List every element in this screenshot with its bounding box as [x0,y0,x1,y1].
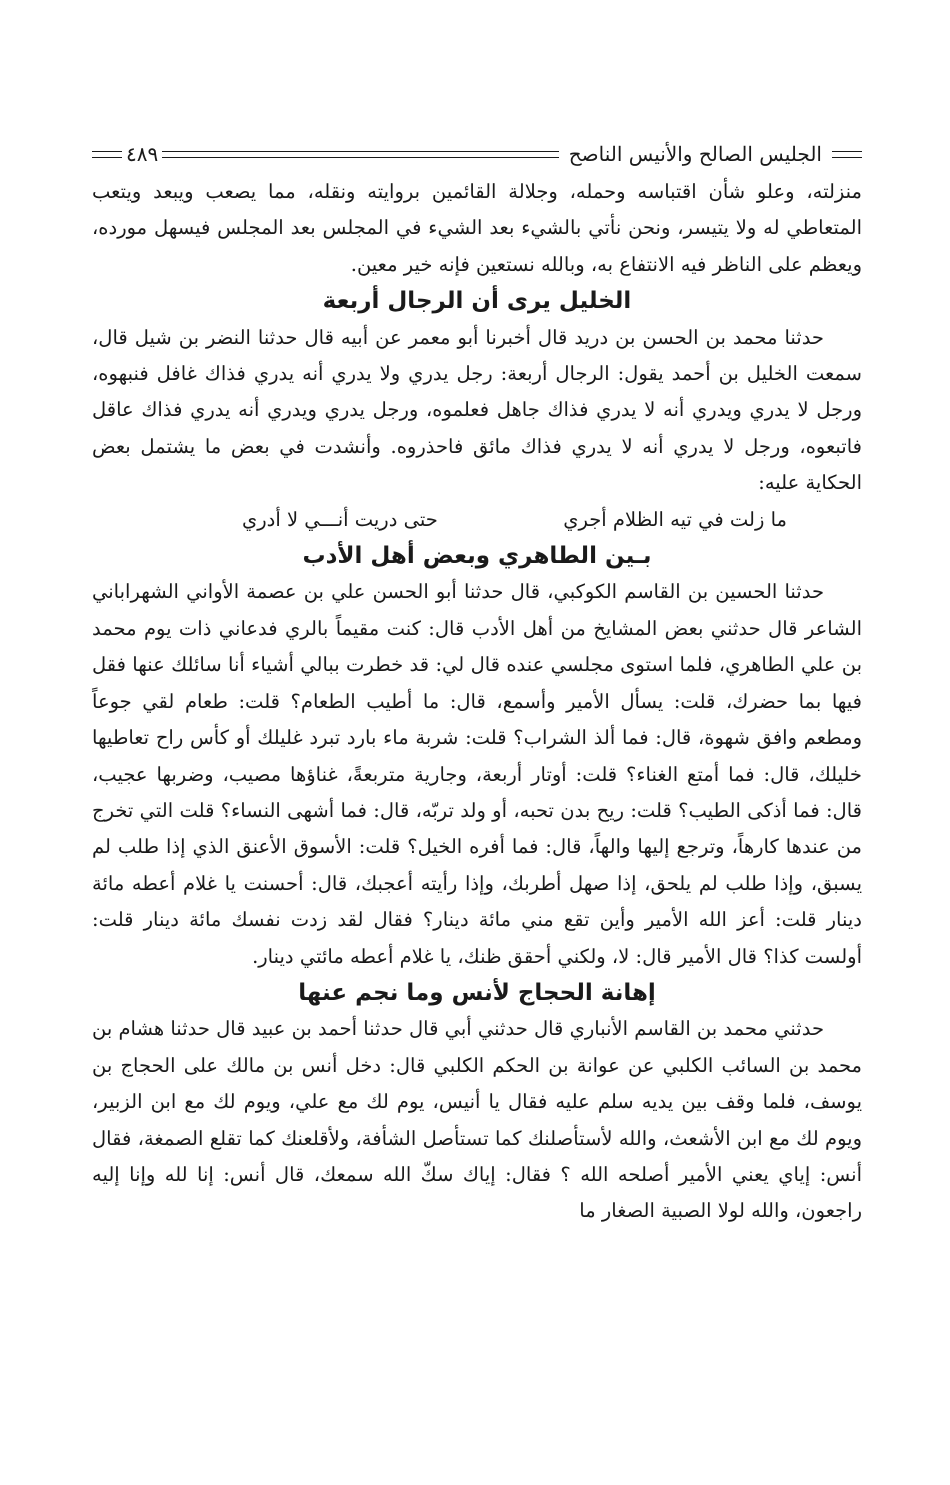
paragraph-hajjaj: حدثني محمد بن القاسم الأنباري قال حدثني أبي قال حدثنا أحمد بن عبيد قال حدثنا هشام بن محمد بن السائب الكلبي عن عوانة بن الحكم الكلبي قال: دخل أنس بن مالك على الحجاج بن يوسف، فلما وقف بين يديه سلم عليه فقال يا أنيس، يوم لك مع علي، ويوم لك مع ابن الزبير، ويوم لك مع ابن الأشعث، والله لأستأصلنك كما تستأصل الشأفة، ولأقلعنك كما تقلع الصمغة، فقال أنس: إياي يعني الأمير أصلحه الله ؟ فقال: إياك سكّ الله سمعك، قال أنس: إنا لله وإنا إليه راجعون، والله لولا الصبية الصغار ما [92,1017,862,1223]
paragraph-tahiri: حدثنا الحسين بن القاسم الكوكبي، قال حدثنا أبو الحسن علي بن عصمة الأواني الشهراباني الشاعر قال حدثني بعض المشايخ من أهل الأدب قال: كنت مقيماً بالري فدعاني ذات يوم محمد بن علي الطاهري، فلما استوى مجلسي عنده قال لي: قد خطرت ببالي أشياء أنا سائلك عنها فقل فيها بما حضرك، قلت: يسأل الأمير وأسمع، قال: ما أطيب الطعام؟ قلت: طعام لقي جوعاً ومطعم وافق شهوة، قال: فما ألذ الشراب؟ قلت: شربة ماء بارد تبرد غليلك أو كأس راح تعاطيها خليلك، قال: فما أمتع الغناء؟ قلت: أوتار أربعة، وجارية متربعةً، غناؤها مصيب، وضربها عجيب، قال: فما أذكى الطيب؟ قلت: ريح بدن تحبه، أو ولد تربّه، قال: فما أشهى النساء؟ قلت التي تخرج من عندها كارهاً، وترجع إليها والهاً، قال: فما أفره الخيل؟ قلت: الأسوق الأعنق الذي إذا طلب لم يسبق، وإذا طلب لم يلحق، إذا صهل أطربك، وإذا رأيته أعجبك، قال: أحسنت يا غلام أعطه مائة دينار قلت: أعز الله الأمير وأين تقع مني مائة دينار؟ فقال لقد زدت نفسك مائة دينار قلت: أولست كذا؟ قال الأمير قال: لا، ولكني أحقق ظنك، يا غلام أعطه مائتي دينار. [92,580,862,968]
intro-paragraph: منزلته، وعلو شأن اقتباسه وحمله، وجلالة القائمين بروايته ونقله، مما يصعب ويبعد ويتعب المتعاطي له ولا يتيسر، ونحن نأتي بالشيء بعد الشيء في المجلس بعد المجلس فيسهل مورده، ويعظم على الناظر فيه الانتفاع به، وبالله نستعين فإنه خير معين. [92,180,862,276]
header-title: الجليس الصالح والأنيس الناصح [568,142,822,166]
poem-verse [92,502,862,538]
section-heading-hajjaj: إهانة الحجاج لأنس وما نجم عنها [298,979,656,1006]
header-rule-start [832,151,862,158]
section-heading-tahiri: بـين الطاهري وبعض أهل الأدب [302,543,652,570]
paragraph-khalil: حدثنا محمد بن الحسن بن دريد قال أخبرنا أبو معمر عن أبيه قال حدثنا النضر بن شيل قال، سمعت الخليل بن أحمد يقول: الرجال أربعة: رجل يدري ولا يدري أنه يدري فذاك غافل فنبهوه، ورجل لا يدري ويدري أنه لا يدري فذاك جاهل فعلموه، ورجل يدري ويدري أنه يدري فذاك عاقل فاتبعوه، ورجل لا يدري أنه لا يدري فذاك مائق فاحذروه. وأنشدت في بعض ما يشتمل بعض الحكاية عليه: [92,325,862,495]
section-heading-khalil: الخليل يرى أن الرجال أربعة [322,288,632,315]
verse-second-hemistich: حتى دريت أنـــي لا أدري [242,507,438,531]
header-rule-end [92,151,122,158]
header-rule [162,151,558,158]
running-header [92,136,862,172]
verse-first-hemistich: ما زلت في تيه الظلام أجري [563,507,787,531]
page-number: ٤٨٩ [126,142,159,166]
page-body [92,174,862,1230]
